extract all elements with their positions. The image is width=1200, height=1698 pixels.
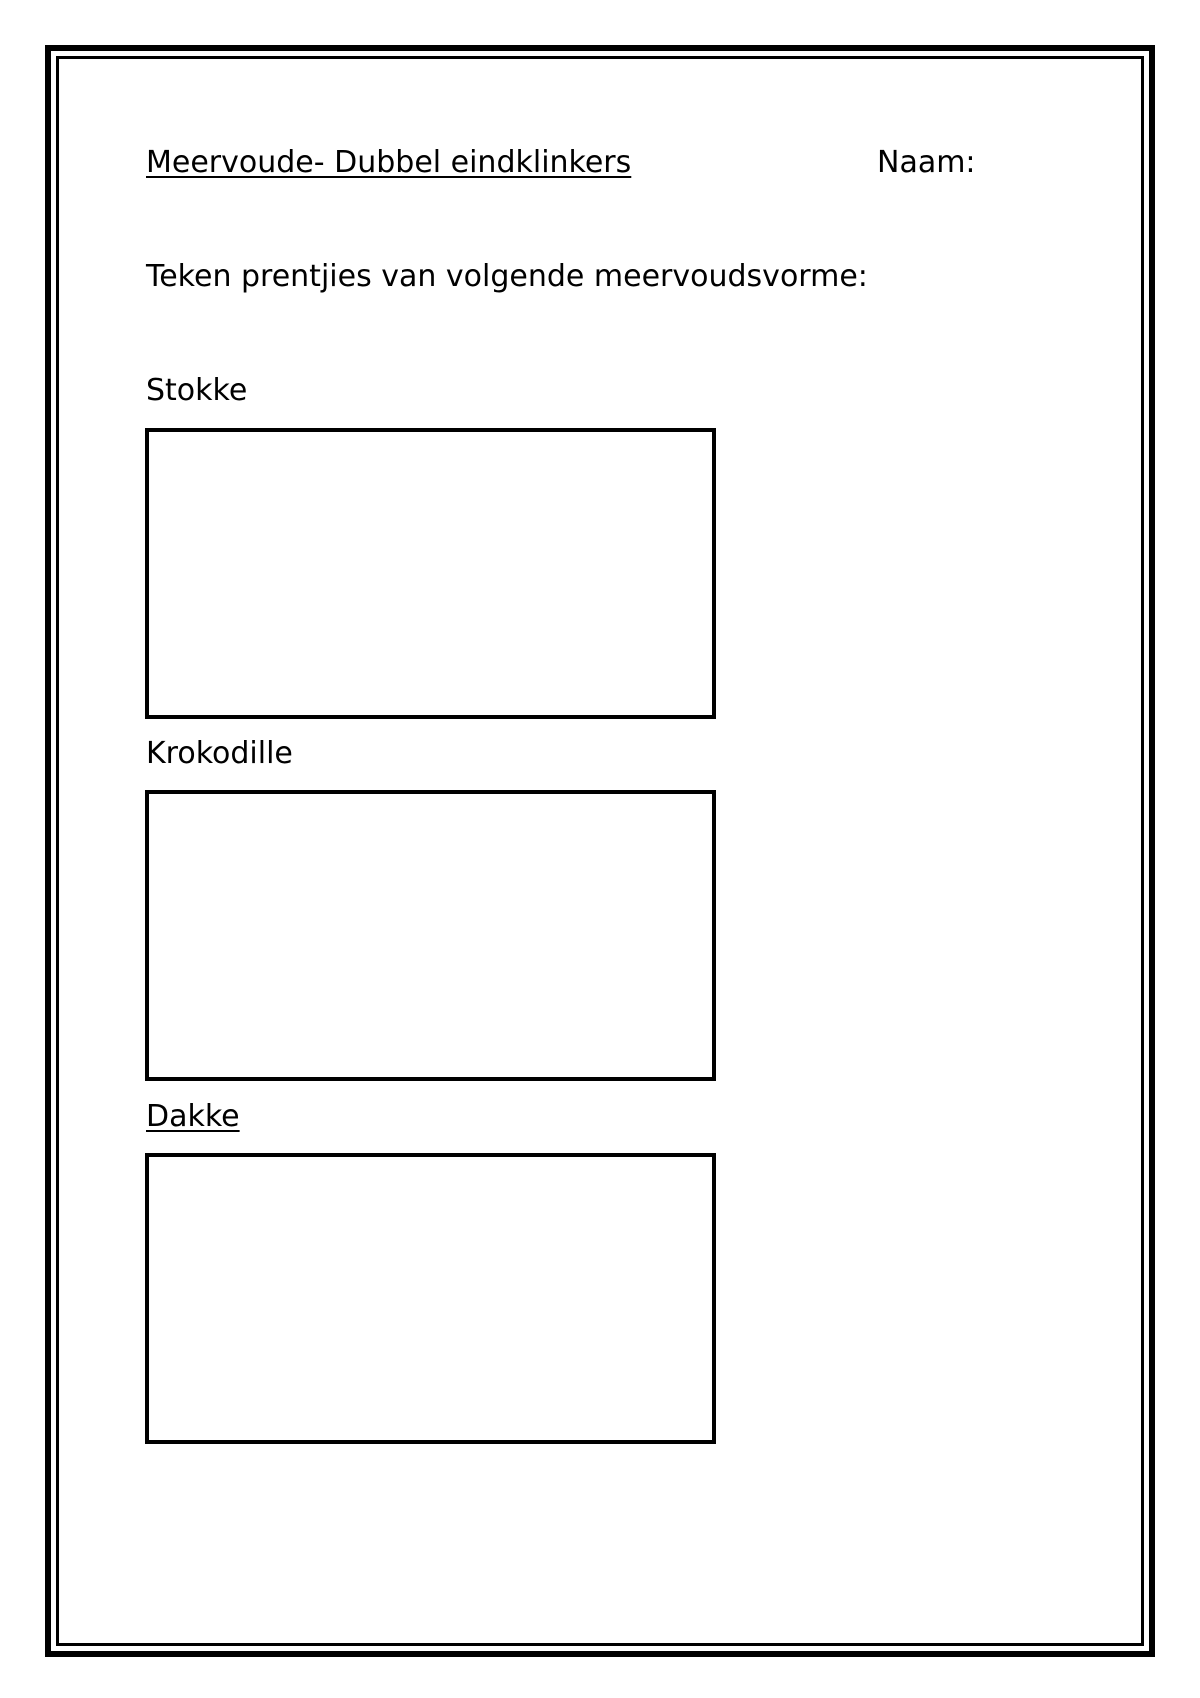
drawing-box-krokodille[interactable] [145,790,716,1081]
worksheet-title: Meervoude- Dubbel eindklinkers [146,145,632,180]
drawing-box-dakke[interactable] [145,1153,716,1444]
item-label-dakke: Dakke [146,1099,240,1134]
name-label: Naam: [877,145,976,180]
instruction-text: Teken prentjies van volgende meervoudsvorme: [146,259,868,294]
item-label-stokke: Stokke [146,373,248,408]
drawing-box-stokke[interactable] [145,428,716,719]
item-label-krokodille: Krokodille [146,736,293,771]
